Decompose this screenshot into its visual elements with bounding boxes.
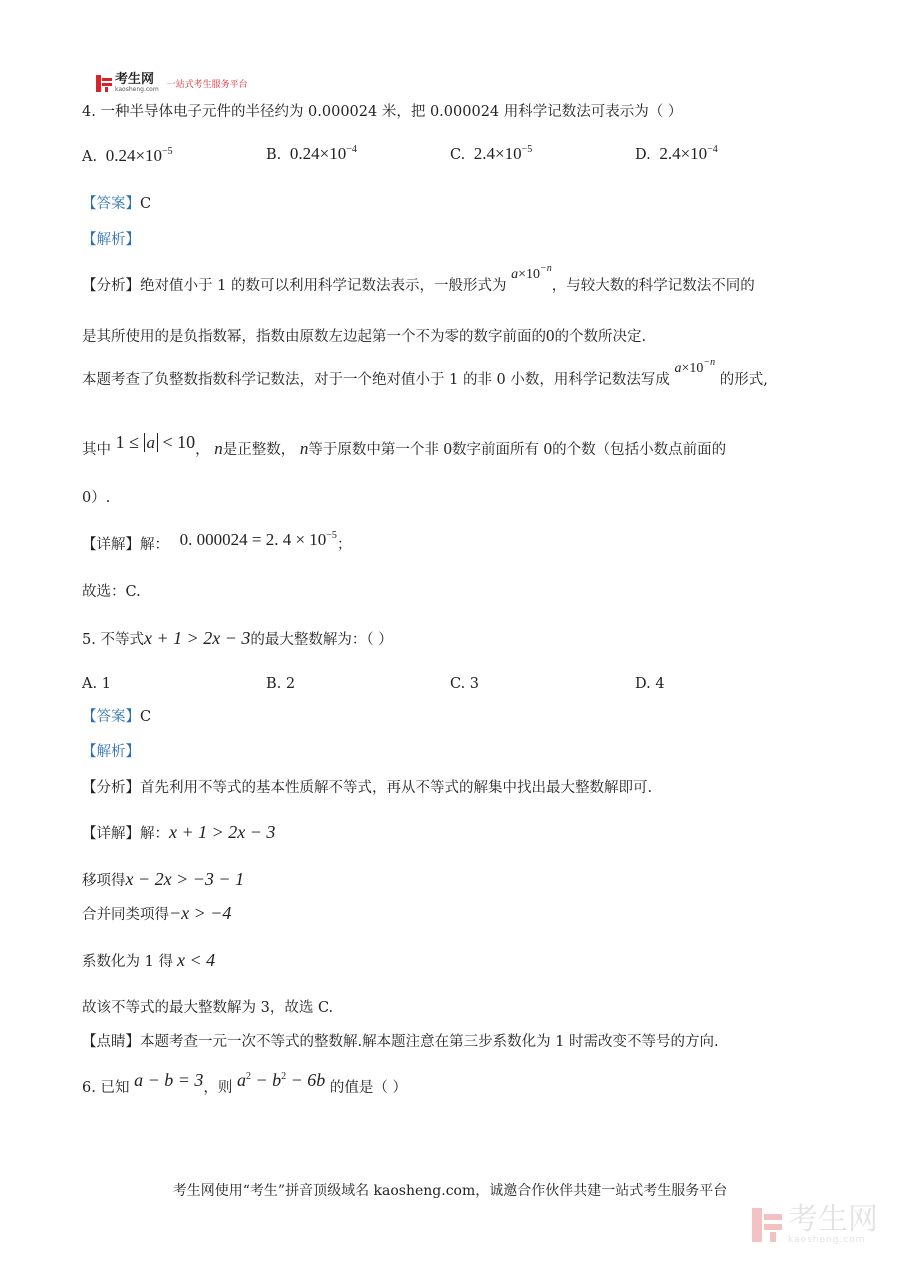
q4-analysis-tag: 【解析】 bbox=[82, 232, 140, 248]
q5-option-d: D. 4 bbox=[635, 676, 665, 692]
q5-option-a: A. 1 bbox=[82, 676, 111, 692]
q6-stem: 6. 已知 a − b = 3，则 $a^2 - b^2 - 6b$ 的值是（ ） bbox=[82, 1070, 407, 1096]
q5-conclusion: 故该不等式的最大整数解为 3，故选 C. bbox=[82, 1000, 334, 1016]
q4-note-line: 本题考查了负整数指数科学记数法，对于一个绝对值小于 1 的非 0 小数，用科学记数法写成 $a\times 10^{-n}$ 的形式, bbox=[82, 357, 768, 388]
page-footer: 考生网使用“考生”拼音顶级域名 kaosheng.com，诚邀合作伙伴共建一站式考生服务平台 bbox=[172, 1183, 728, 1199]
q5-analysis-tag: 【解析】 bbox=[82, 744, 140, 760]
q4-stem: 4. 一种半导体电子元件的半径约为 0.000024 米，把 0.000024 用科学记数法可表示为（ ） bbox=[82, 104, 683, 120]
q5-step-2: 合并同类项得−x > −4 bbox=[82, 903, 232, 923]
q5-step-3: 系数化为 1 得 x < 4 bbox=[82, 950, 216, 970]
q4-option-a: A. $0.24\times 10^{-5}$ bbox=[82, 146, 173, 165]
watermark-logo-icon bbox=[752, 1208, 782, 1242]
header-logo bbox=[96, 73, 248, 93]
q4-fenxi-line2: 是其所使用的是负指数幂，指数由原数左边起第一个不为零的数字前面的0的个数所决定. bbox=[82, 326, 647, 345]
q5-stem: 5. 不等式x + 1 > 2x − 3的最大整数解为：（ ） bbox=[82, 628, 393, 648]
q4-choose: 故选：C. bbox=[82, 584, 141, 600]
q4-answer: 【答案】C bbox=[82, 196, 152, 212]
q4-condition-end: 0）. bbox=[82, 490, 111, 506]
header-slogan: 一站式考生服务平台 bbox=[166, 79, 248, 90]
q4-detail: 【详解】解： 0. 000024 = 2. $4 \times 10^{-5}$； bbox=[82, 530, 352, 553]
q5-detail: 【详解】解：x + 1 > 2x − 3 bbox=[82, 822, 276, 842]
kaosheng-logo-icon bbox=[96, 75, 112, 92]
q5-fenxi: 【分析】首先利用不等式的基本性质解不等式，再从不等式的解集中找出最大整数解即可. bbox=[82, 780, 653, 796]
watermark bbox=[752, 1202, 878, 1245]
q5-option-b: B. 2 bbox=[266, 676, 296, 692]
q4-option-b: B. $0.24\times 10^{-4}$ bbox=[266, 144, 357, 163]
q5-option-c: C. 3 bbox=[450, 676, 480, 692]
q4-condition-line: 其中 1 ≤ a < 10， n是正整数， n等于原数中第一个非 0数字前面所有 0的个数（包括小数点前面的 bbox=[82, 432, 727, 458]
watermark-text: 考生网 kaosheng.com bbox=[788, 1202, 878, 1245]
q5-answer: 【答案】C bbox=[82, 709, 152, 725]
q5-step-1: 移项得x − 2x > −3 − 1 bbox=[82, 869, 245, 889]
q4-option-d: D. $2.4\times 10^{-4}$ bbox=[635, 144, 718, 163]
q4-fenxi-line1: 【分析】绝对值小于 1 的数可以利用科学记数法表示，一般形式为 $a\times 10^{-n}$，与较大数的科学记数法不同的 bbox=[82, 263, 755, 294]
logo-text: 考生网 kaosheng.com bbox=[115, 72, 159, 93]
q4-option-c: C. $2.4\times 10^{-5}$ bbox=[450, 144, 533, 163]
q5-dianjing: 【点睛】本题考查一元一次不等式的整数解.解本题注意在第三步系数化为 1 时需改变不等号的方向. bbox=[82, 1034, 719, 1050]
